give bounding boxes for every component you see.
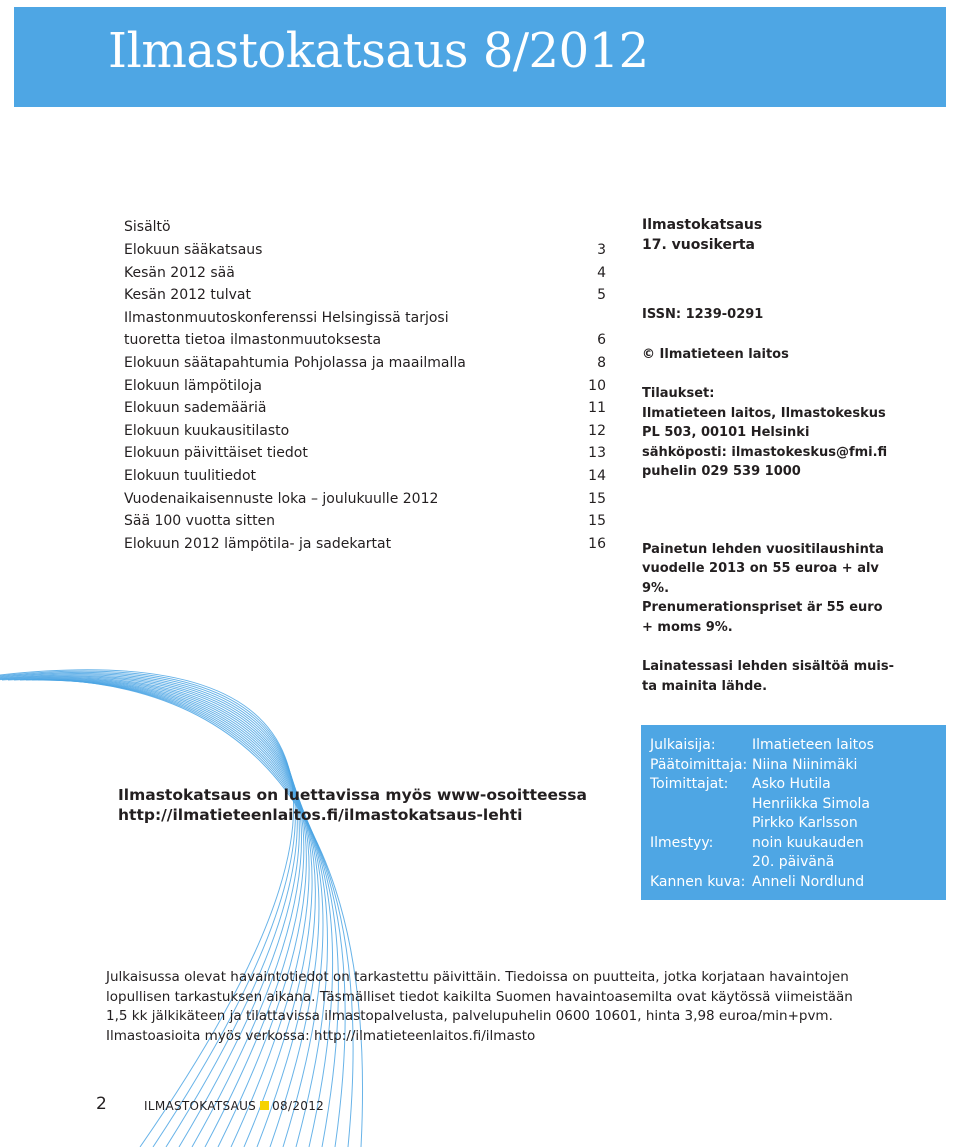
disclaimer-line: Ilmastoasioita myös verkossa: http://ilmatieteenlaitos.fi/ilmasto <box>106 1027 536 1044</box>
toc-item <box>124 262 606 285</box>
quotation-note <box>642 657 942 696</box>
publication-info <box>642 216 942 696</box>
colophon-row <box>650 873 874 893</box>
arc-line <box>0 673 299 1147</box>
orders-email: sähköposti: ilmastokeskus@fmi.fi <box>642 444 888 460</box>
toc-item <box>124 352 606 375</box>
colophon-box <box>641 725 946 900</box>
toc-item-title: Elokuun tuulitiedot <box>124 467 256 484</box>
arc-line <box>62 680 363 1147</box>
toc-item-page: 8 <box>597 354 606 371</box>
colophon-value: noin kuukauden <box>752 834 864 851</box>
toc-item-title: Elokuun sademääriä <box>124 400 267 417</box>
colophon-table <box>650 736 874 892</box>
colophon-key: Päätoimittaja: <box>650 756 748 773</box>
colophon-value: Ilmatieteen laitos <box>752 737 874 753</box>
colophon-row <box>650 775 874 795</box>
orders-label: Tilaukset: <box>642 386 715 401</box>
page-title: Ilmastokatsaus 8/2012 <box>108 23 649 79</box>
arc-line <box>32 680 328 1147</box>
toc-item-title: Elokuun säätapahtumia Pohjolassa ja maailmalla <box>124 354 466 371</box>
arc-line <box>44 680 338 1147</box>
toc-item-page: 11 <box>588 400 606 417</box>
disclaimer-line: lopullisen tarkastuksen aikana. Täsmälliset tiedot kaikilta Suomen havaintoasemilta ovat käytössä viimeistään <box>106 988 853 1005</box>
toc-item-title: Elokuun päivittäiset tiedot <box>124 445 308 462</box>
colophon-key: Julkaisija: <box>650 737 716 753</box>
web-note-text: Ilmastokatsaus on luettavissa myös www-osoitteessa <box>118 786 587 804</box>
arc-line <box>0 675 302 1147</box>
toc-item <box>124 329 606 352</box>
colophon-key <box>650 814 752 834</box>
footer-issue: 08/2012 <box>272 1099 325 1113</box>
colophon-row <box>650 736 874 756</box>
toc-item <box>124 420 606 443</box>
toc-item <box>124 510 606 533</box>
web-note-url[interactable]: http://ilmatieteenlaitos.fi/ilmastokatsaus-lehti <box>118 806 523 824</box>
colophon-value: Anneli Nordlund <box>752 873 865 890</box>
data-disclaimer <box>106 968 946 1046</box>
toc-item-title: Vuodenaikaisennuste loka – joulukuulle 2012 <box>124 490 439 507</box>
price-line: 9%. <box>642 580 670 596</box>
toc-item-page: 3 <box>597 242 606 258</box>
footer-publication-name: ILMASTOKATSAUS <box>144 1099 257 1113</box>
copyright-notice: © Ilmatieteen laitos <box>642 346 789 362</box>
colophon-row <box>650 795 874 815</box>
colophon-key: Toimittajat: <box>650 776 729 792</box>
orders-organization: Ilmatieteen laitos, Ilmastokeskus <box>642 405 886 421</box>
toc-heading: Sisältö <box>124 219 171 235</box>
toc-item <box>124 239 606 262</box>
toc-item <box>124 397 606 420</box>
toc-item <box>124 284 606 307</box>
toc-item-title: Elokuun lämpötiloja <box>124 377 262 394</box>
publication-name: Ilmastokatsaus <box>642 217 763 233</box>
colophon-value: 20. päivänä <box>752 854 835 870</box>
arc-line <box>38 680 333 1147</box>
price-line: Painetun lehden vuositilaushinta <box>642 541 884 557</box>
arc-line <box>14 679 315 1147</box>
colophon-row <box>650 814 874 834</box>
publication-volume: 17. vuosikerta <box>642 236 755 253</box>
arc-line <box>20 679 319 1147</box>
disclaimer-line: Julkaisussa olevat havaintotiedot on tarkastettu päivittäin. Tiedoissa on puutteita, jotka korjataan havaintojen <box>106 969 849 985</box>
toc-item <box>124 442 606 465</box>
toc-item <box>124 533 606 556</box>
colophon-key: Kannen kuva: <box>650 873 746 890</box>
toc-item-title: Ilmastonmuutoskonferenssi Helsingissä tarjosi <box>124 309 449 326</box>
title-banner <box>14 7 946 107</box>
toc-item-page: 10 <box>588 377 606 394</box>
toc-item-title: Sää 100 vuotta sitten <box>124 513 276 530</box>
toc-item-page: 6 <box>597 332 606 349</box>
web-availability-note <box>118 785 598 825</box>
toc-item-page: 5 <box>597 287 606 304</box>
arc-line <box>50 680 345 1147</box>
toc-item <box>124 465 606 488</box>
toc-item-page: 13 <box>588 445 606 462</box>
arc-line <box>0 677 306 1147</box>
arc-line <box>0 671 295 1147</box>
toc-item-page: 15 <box>588 490 606 507</box>
orders-address: PL 503, 00101 Helsinki <box>642 425 810 440</box>
toc-item <box>124 375 606 398</box>
colophon-key <box>650 853 752 873</box>
colophon-key <box>650 795 752 815</box>
arc-line <box>8 678 312 1147</box>
colophon-value: Niina Niinimäki <box>752 756 858 773</box>
issn: ISSN: 1239-0291 <box>642 307 764 322</box>
table-of-contents <box>124 216 606 555</box>
price-line: + moms 9%. <box>642 619 733 635</box>
toc-item-page: 4 <box>597 264 606 281</box>
price-line: Prenumerationspriset är 55 euro <box>642 600 883 615</box>
toc-item-page: 15 <box>588 513 606 530</box>
colophon-value: Pirkko Karlsson <box>752 815 858 831</box>
toc-item-title: Elokuun sääkatsaus <box>124 242 263 258</box>
toc-item <box>124 307 606 330</box>
yellow-square-icon <box>260 1101 269 1110</box>
arc-line <box>56 680 353 1147</box>
footer-publication <box>144 1099 324 1113</box>
quote-line: ta mainita lähde. <box>642 678 768 694</box>
arc-line <box>0 676 304 1147</box>
colophon-row <box>650 834 874 854</box>
toc-item-page: 16 <box>588 535 606 552</box>
colophon-value: Asko Hutila <box>752 776 831 792</box>
toc-item-title: Elokuun kuukausitilasto <box>124 422 290 439</box>
disclaimer-line: 1,5 kk jälkikäteen ja tilattavissa ilmastopalvelusta, palvelupuhelin 0600 10601, hinta 3,98 euroa/min+pvm. <box>106 1008 833 1024</box>
toc-item-title: tuoretta tietoa ilmastonmuutoksesta <box>124 332 382 349</box>
toc-item-title: Elokuun 2012 lämpötila- ja sadekartat <box>124 535 392 552</box>
arc-line <box>0 670 294 1147</box>
toc-item-title: Kesän 2012 sää <box>124 264 235 281</box>
arc-line <box>2 677 309 1147</box>
price-line: vuodelle 2013 on 55 euroa + alv <box>642 561 879 576</box>
colophon-value: Henriikka Simola <box>752 795 870 812</box>
colophon-key: Ilmestyy: <box>650 834 714 851</box>
page-number: 2 <box>96 1094 107 1114</box>
subscription-price <box>642 540 942 638</box>
toc-item <box>124 488 606 511</box>
orders-phone: puhelin 029 539 1000 <box>642 464 801 479</box>
colophon-row <box>650 853 874 873</box>
toc-item-page: 12 <box>588 422 606 439</box>
colophon-row <box>650 756 874 776</box>
arc-line <box>26 680 323 1147</box>
quote-line: Lainatessasi lehden sisältöä muis- <box>642 659 894 674</box>
toc-item-page: 14 <box>588 467 606 484</box>
toc-item-title: Kesän 2012 tulvat <box>124 287 251 304</box>
arc-line <box>0 672 297 1147</box>
